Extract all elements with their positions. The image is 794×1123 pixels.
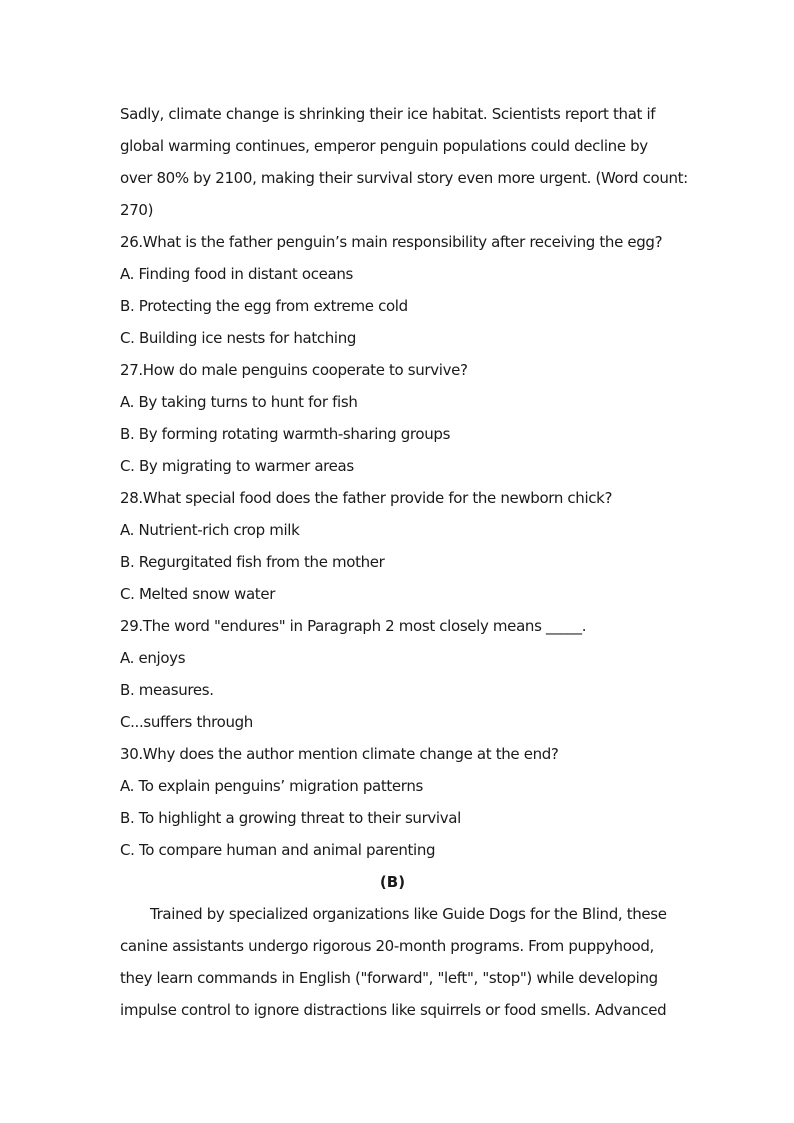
- answer-option: A. To explain penguins’ migration patterns: [120, 777, 423, 795]
- answer-option: C. By migrating to warmer areas: [120, 457, 354, 475]
- question-30: [120, 738, 665, 866]
- text-line: Sadly, climate change is shrinking their ice habitat. Scientists report that if: [120, 105, 656, 123]
- question-stem: 29.The word "endures" in Paragraph 2 most closely means _____.: [120, 617, 587, 635]
- section-b-paragraph: [120, 898, 665, 1026]
- answer-option: C. To compare human and animal parenting: [120, 841, 436, 859]
- answer-option: A. By taking turns to hunt for fish: [120, 393, 358, 411]
- answer-option: A. enjoys: [120, 649, 186, 667]
- text-line: impulse control to ignore distractions like squirrels or food smells. Advanced: [120, 1001, 667, 1019]
- answer-option: B. To highlight a growing threat to their survival: [120, 809, 461, 827]
- answer-option: A. Finding food in distant oceans: [120, 265, 353, 283]
- question-26: [120, 226, 665, 354]
- answer-option: A. Nutrient-rich crop milk: [120, 521, 300, 539]
- passage-a-ending: [120, 98, 688, 226]
- question-29: [120, 610, 665, 738]
- question-stem: 27.How do male penguins cooperate to survive?: [120, 361, 468, 379]
- text-line: 270): [120, 201, 154, 219]
- answer-option: B. Protecting the egg from extreme cold: [120, 297, 408, 315]
- section-heading: (B): [379, 873, 406, 891]
- text-line: over 80% by 2100, making their survival story even more urgent. (Word count:: [120, 169, 688, 187]
- question-27: [120, 354, 665, 482]
- question-stem: 30.Why does the author mention climate change at the end?: [120, 745, 559, 763]
- answer-option: B. Regurgitated fish from the mother: [120, 553, 385, 571]
- question-28: [120, 482, 665, 610]
- text-line: Trained by specialized organizations like Guide Dogs for the Blind, these: [150, 905, 667, 923]
- question-stem: 26.What is the father penguin’s main responsibility after receiving the egg?: [120, 233, 663, 251]
- answer-option: B. measures.: [120, 681, 214, 699]
- text-line: canine assistants undergo rigorous 20-month programs. From puppyhood,: [120, 937, 654, 955]
- answer-option: C. Melted snow water: [120, 585, 276, 603]
- text-line: they learn commands in English ("forward", "left", "stop") while developing: [120, 969, 658, 987]
- question-stem: 28.What special food does the father provide for the newborn chick?: [120, 489, 613, 507]
- answer-option: C...suffers through: [120, 713, 253, 731]
- answer-option: B. By forming rotating warmth-sharing groups: [120, 425, 451, 443]
- page-content: [120, 98, 688, 1026]
- answer-option: C. Building ice nests for hatching: [120, 329, 357, 347]
- text-line: global warming continues, emperor penguin populations could decline by: [120, 137, 648, 155]
